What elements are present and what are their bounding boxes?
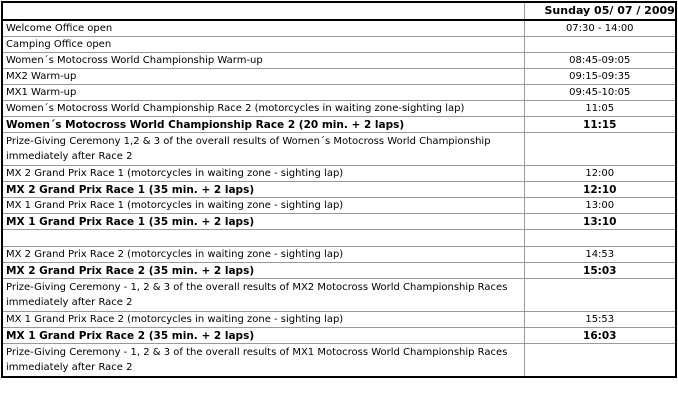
- table-row: [2, 247, 676, 263]
- table-row: [2, 166, 676, 182]
- header-blank-cell: [2, 2, 524, 20]
- event-time: 14:53: [524, 247, 676, 263]
- event-name: MX 2 Grand Prix Race 2 (35 min. + 2 laps): [2, 263, 524, 279]
- event-name: MX 1 Grand Prix Race 1 (35 min. + 2 laps): [2, 214, 524, 230]
- event-name: [2, 230, 524, 247]
- event-time: 09:45-10:05: [524, 85, 676, 101]
- table-row: [2, 344, 676, 378]
- schedule-table: [1, 1, 677, 378]
- table-row: [2, 214, 676, 230]
- event-name: Women´s Motocross World Championship Race 2 (motorcycles in waiting zone-sighting lap): [2, 101, 524, 117]
- table-row: [2, 117, 676, 133]
- event-name: Prize-Giving Ceremony 1,2 & 3 of the overall results of Women´s Motocross World Championship immediately after Race 2: [2, 133, 524, 166]
- event-time: 08:45-09:05: [524, 53, 676, 69]
- table-row-blank: [2, 230, 676, 247]
- table-row: [2, 328, 676, 344]
- table-row: [2, 198, 676, 214]
- table-row: [2, 20, 676, 37]
- table-row: [2, 37, 676, 53]
- header-row: [2, 2, 676, 20]
- event-name: MX 2 Grand Prix Race 1 (35 min. + 2 laps): [2, 182, 524, 198]
- event-time: 11:15: [524, 117, 676, 133]
- event-time: 12:10: [524, 182, 676, 198]
- schedule-date: Sunday 05/ 07 / 2009: [524, 2, 676, 20]
- event-name: MX1 Warm-up: [2, 85, 524, 101]
- event-time: 16:03: [524, 328, 676, 344]
- table-row: [2, 312, 676, 328]
- event-name: MX 2 Grand Prix Race 2 (motorcycles in waiting zone - sighting lap): [2, 247, 524, 263]
- event-time: 07:30 - 14:00: [524, 20, 676, 37]
- event-name: Welcome Office open: [2, 20, 524, 37]
- table-row: [2, 263, 676, 279]
- event-time: [524, 133, 676, 166]
- table-row: [2, 279, 676, 312]
- event-name: Women´s Motocross World Championship Warm-up: [2, 53, 524, 69]
- event-name: Prize-Giving Ceremony - 1, 2 & 3 of the overall results of MX2 Motocross World Championship Races immediately after Race 2: [2, 279, 524, 312]
- event-name: MX 1 Grand Prix Race 2 (motorcycles in waiting zone - sighting lap): [2, 312, 524, 328]
- event-time: 15:03: [524, 263, 676, 279]
- event-name: MX 1 Grand Prix Race 1 (motorcycles in waiting zone - sighting lap): [2, 198, 524, 214]
- event-name: Prize-Giving Ceremony - 1, 2 & 3 of the overall results of MX1 Motocross World Championship Races immediately after Race 2: [2, 344, 524, 378]
- event-time: 11:05: [524, 101, 676, 117]
- event-time: [524, 344, 676, 378]
- event-time: 13:00: [524, 198, 676, 214]
- event-time: [524, 37, 676, 53]
- event-time: 12:00: [524, 166, 676, 182]
- table-row: [2, 182, 676, 198]
- table-row: [2, 133, 676, 166]
- event-name: MX 1 Grand Prix Race 2 (35 min. + 2 laps): [2, 328, 524, 344]
- event-time: 15:53: [524, 312, 676, 328]
- event-name: MX2 Warm-up: [2, 69, 524, 85]
- event-time: 09:15-09:35: [524, 69, 676, 85]
- table-row: [2, 69, 676, 85]
- event-name: MX 2 Grand Prix Race 1 (motorcycles in waiting zone - sighting lap): [2, 166, 524, 182]
- event-time: [524, 279, 676, 312]
- event-time: 13:10: [524, 214, 676, 230]
- table-row: [2, 85, 676, 101]
- event-time: [524, 230, 676, 247]
- event-name: Camping Office open: [2, 37, 524, 53]
- event-name: Women´s Motocross World Championship Race 2 (20 min. + 2 laps): [2, 117, 524, 133]
- table-row: [2, 53, 676, 69]
- table-row: [2, 101, 676, 117]
